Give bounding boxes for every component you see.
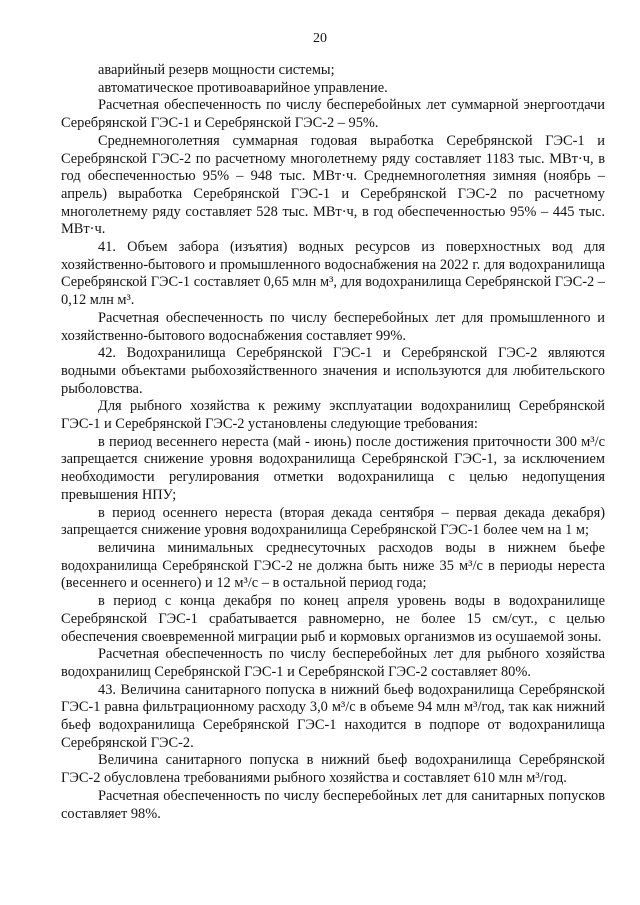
paragraph: величина минимальных среднесуточных расходов воды в нижнем бьефе водохранилища Серебрянской ГЭС-2 не должна быть ниже 35 м³/с в периоды нереста (весеннего и осеннего) и 12 м³/с – в остальной период года; xyxy=(61,539,605,592)
paragraph: 42. Водохранилища Серебрянской ГЭС-1 и Серебрянской ГЭС-2 являются водными объектами рыбохозяйственного значения и используются для любительского рыболовства. xyxy=(61,345,605,397)
paragraph: автоматическое противоаварийное управление. xyxy=(98,79,388,96)
paragraph: в период осеннего нереста (вторая декада сентября – первая декада декабря) запрещается снижение уровня водохранилища Серебрянской ГЭС-1 более чем на 1 м; xyxy=(61,504,605,539)
paragraph: 43. Величина санитарного попуска в нижний бьеф водохранилища Серебрянской ГЭС-1 равна фильтрационному расходу 3,0 м³/с в объеме 94 млн м³/год, так как нижний бьеф водохранилища Серебрянской ГЭС-1 находится в подпоре от водохранилища Серебрянской ГЭС-2. xyxy=(61,681,605,751)
paragraph: в период с конца декабря по конец апреля уровень воды в водохранилище Серебрянской ГЭС-1 срабатывается равномерно, не более 15 см/сут., с целью обеспечения своевременной миграции рыб и кормовых организмов из осушаемой зоны. xyxy=(61,593,605,645)
paragraph: 41. Объем забора (изъятия) водных ресурсов из поверхностных вод для хозяйственно-бытового и промышленного водоснабжения на 2022 г. для водохранилища Серебрянской ГЭС-1 составляет 0,65 млн м³, для водохранилища Серебрянской ГЭС-2 – 0,12 млн м³. xyxy=(61,239,605,309)
paragraph: Расчетная обеспеченность по числу бесперебойных лет для промышленного и хозяйственно-бытового водоснабжения составляет 99%. xyxy=(61,309,605,344)
paragraph: Расчетная обеспеченность по числу бесперебойных лет для санитарных попусков составляет 98%. xyxy=(61,787,605,822)
paragraph: аварийный резерв мощности системы; xyxy=(98,62,335,78)
paragraph: в период весеннего нереста (май - июнь) после достижения приточности 300 м³/с запрещается снижение уровня водохранилища Серебрянской ГЭС-1, за исключением необходимости регулирования отметки водохранилища с целью недопущения превышения НПУ; xyxy=(61,433,605,503)
paragraph: Расчетная обеспеченность по числу бесперебойных лет суммарной энергоотдачи Серебрянской ГЭС-1 и Серебрянской ГЭС-2 – 95%. xyxy=(61,97,605,132)
paragraph: Для рыбного хозяйства к режиму эксплуатации водохранилищ Серебрянской ГЭС-1 и Серебрянской ГЭС-2 установлены следующие требования: xyxy=(61,398,605,433)
paragraph: Расчетная обеспеченность по числу бесперебойных лет для рыбного хозяйства водохранилищ Серебрянской ГЭС-1 и Серебрянской ГЭС-2 составляет 80%. xyxy=(61,646,605,680)
page-number: 20 xyxy=(313,31,327,46)
document-body xyxy=(61,62,605,823)
paragraph: Величина санитарного попуска в нижний бьеф водохранилища Серебрянской ГЭС-2 обусловлена требованиями рыбного хозяйства и составляет 610 млн м³/год. xyxy=(61,752,605,787)
paragraph: Среднемноголетняя суммарная годовая выработка Серебрянской ГЭС-1 и Серебрянской ГЭС-2 по расчетному многолетнему ряду составляет 1183 тыс. МВт·ч, в год обеспеченностью 95% – 948 тыс. МВт·ч. Среднемноголетняя зимняя (ноябрь – апрель) выработка Серебрянской ГЭС-1 и Серебрянской ГЭС-2 по расчетному многолетнему ряду составляет 528 тыс. МВт·ч, в год обеспеченностью 95% – 445 тыс. МВт·ч. xyxy=(61,132,605,238)
